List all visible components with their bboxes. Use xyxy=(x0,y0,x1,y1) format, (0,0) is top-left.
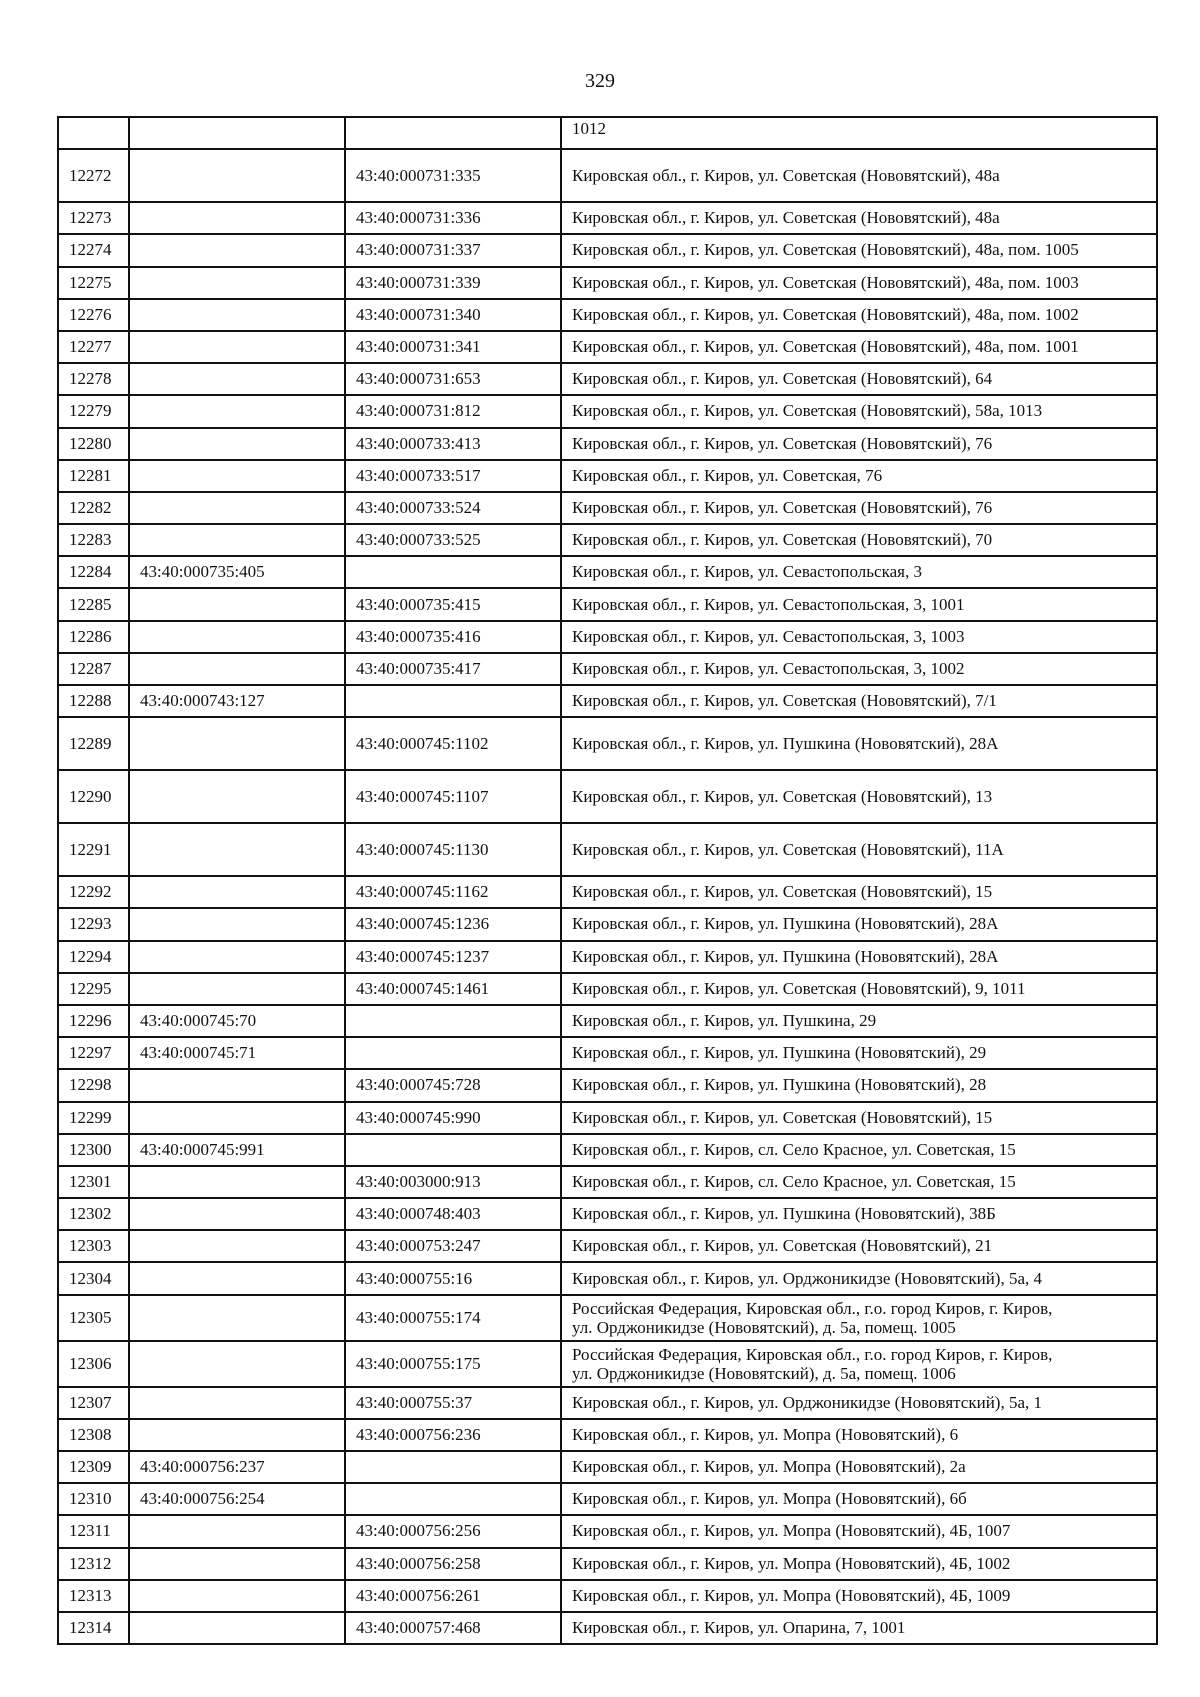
address-cell: Кировская обл., г. Киров, ул. Орджоникидзе (Нововятский), 5а, 1 xyxy=(561,1387,1157,1419)
cadastral-land-cell xyxy=(129,1580,345,1612)
address-cell: Кировская обл., г. Киров, ул. Советская (Нововятский), 48а, пом. 1005 xyxy=(561,234,1157,266)
table-row xyxy=(58,653,1157,685)
table-row xyxy=(58,876,1157,908)
table-row xyxy=(58,1295,1157,1341)
cadastral-land-cell xyxy=(129,1387,345,1419)
cadastral-land-cell xyxy=(129,1419,345,1451)
cadastral-land-cell: 43:40:000745:70 xyxy=(129,1005,345,1037)
address-cell: Кировская обл., г. Киров, ул. Советская (Нововятский), 64 xyxy=(561,363,1157,395)
cadastral-land-cell xyxy=(129,202,345,234)
cadastral-land-cell xyxy=(129,234,345,266)
row-number-cell: 12280 xyxy=(58,428,129,460)
table-row xyxy=(58,1069,1157,1101)
table-row xyxy=(58,202,1157,234)
row-number-cell: 12306 xyxy=(58,1341,129,1387)
address-cell: Кировская обл., г. Киров, ул. Советская (Нововятский), 48а, пом. 1002 xyxy=(561,299,1157,331)
cadastral-land-cell xyxy=(129,973,345,1005)
row-number-cell: 12286 xyxy=(58,621,129,653)
table-row xyxy=(58,823,1157,876)
address-cell: Кировская обл., г. Киров, ул. Севастопольская, 3 xyxy=(561,556,1157,588)
address-cell: Кировская обл., г. Киров, ул. Советская (Нововятский), 48а, пом. 1003 xyxy=(561,267,1157,299)
table-row xyxy=(58,1198,1157,1230)
address-cell: Кировская обл., г. Киров, ул. Советская (Нововятский), 9, 1011 xyxy=(561,973,1157,1005)
table-row xyxy=(58,460,1157,492)
cadastral-land-cell xyxy=(129,941,345,973)
cadastral-object-cell: 43:40:000733:524 xyxy=(345,492,561,524)
cadastral-land-cell xyxy=(129,908,345,940)
row-number-cell: 12303 xyxy=(58,1230,129,1262)
table-row xyxy=(58,1515,1157,1547)
table-row xyxy=(58,331,1157,363)
cadastral-land-cell xyxy=(129,653,345,685)
row-number-cell: 12296 xyxy=(58,1005,129,1037)
cadastral-land-cell xyxy=(129,1515,345,1547)
address-cell: Кировская обл., г. Киров, ул. Пушкина (Нововятский), 28 xyxy=(561,1069,1157,1101)
cadastral-land-cell: 43:40:000756:237 xyxy=(129,1451,345,1483)
cadastral-object-cell: 43:40:000756:236 xyxy=(345,1419,561,1451)
cadastral-object-cell: 43:40:000756:258 xyxy=(345,1548,561,1580)
table-row xyxy=(58,1451,1157,1483)
cadastral-object-cell: 43:40:000745:1130 xyxy=(345,823,561,876)
row-number-cell: 12276 xyxy=(58,299,129,331)
row-number-cell: 12285 xyxy=(58,588,129,620)
cadastral-object-cell: 43:40:000755:175 xyxy=(345,1341,561,1387)
table-row xyxy=(58,299,1157,331)
cadastral-land-cell xyxy=(129,331,345,363)
cadastral-land-cell xyxy=(129,770,345,823)
cadastral-object-cell: 43:40:000733:517 xyxy=(345,460,561,492)
table-row xyxy=(58,1262,1157,1294)
table-row xyxy=(58,1387,1157,1419)
cadastral-object-cell: 43:40:000731:653 xyxy=(345,363,561,395)
cadastral-land-cell xyxy=(129,876,345,908)
cadastral-object-cell xyxy=(345,1451,561,1483)
row-number-cell: 12301 xyxy=(58,1166,129,1198)
address-cell: Кировская обл., г. Киров, ул. Пушкина, 29 xyxy=(561,1005,1157,1037)
row-number-cell: 12300 xyxy=(58,1134,129,1166)
address-cell: Кировская обл., г. Киров, ул. Советская (Нововятский), 48а xyxy=(561,149,1157,202)
cadastral-object-cell: 43:40:000745:1461 xyxy=(345,973,561,1005)
cadastral-object-cell: 43:40:000733:413 xyxy=(345,428,561,460)
table-row xyxy=(58,1483,1157,1515)
row-number-cell: 12297 xyxy=(58,1037,129,1069)
address-cell: Кировская обл., г. Киров, ул. Орджоникидзе (Нововятский), 5а, 4 xyxy=(561,1262,1157,1294)
cadastral-object-cell: 43:40:000756:256 xyxy=(345,1515,561,1547)
row-number-cell: 12275 xyxy=(58,267,129,299)
register-table xyxy=(57,116,1158,1645)
address-cell: Кировская обл., г. Киров, ул. Советская (Нововятский), 21 xyxy=(561,1230,1157,1262)
row-number-cell: 12302 xyxy=(58,1198,129,1230)
cadastral-object-cell xyxy=(345,1134,561,1166)
table-row xyxy=(58,941,1157,973)
cadastral-land-cell xyxy=(129,299,345,331)
cadastral-land-cell: 43:40:000745:71 xyxy=(129,1037,345,1069)
address-cell: Российская Федерация, Кировская обл., г.о. город Киров, г. Киров, ул. Орджоникидзе (Нововятский), д. 5а, помещ. 1006 xyxy=(561,1341,1157,1387)
row-number-cell: 12314 xyxy=(58,1612,129,1644)
table-row xyxy=(58,1102,1157,1134)
address-cell: Кировская обл., г. Киров, сл. Село Красное, ул. Советская, 15 xyxy=(561,1134,1157,1166)
table-row xyxy=(58,1037,1157,1069)
address-cell: 1012 xyxy=(561,117,1157,149)
address-cell: Российская Федерация, Кировская обл., г.о. город Киров, г. Киров, ул. Орджоникидзе (Нововятский), д. 5а, помещ. 1005 xyxy=(561,1295,1157,1341)
address-cell: Кировская обл., г. Киров, ул. Советская (Нововятский), 15 xyxy=(561,1102,1157,1134)
cadastral-object-cell: 43:40:000731:335 xyxy=(345,149,561,202)
cadastral-object-cell xyxy=(345,556,561,588)
table-row xyxy=(58,363,1157,395)
row-number-cell: 12272 xyxy=(58,149,129,202)
cadastral-land-cell xyxy=(129,524,345,556)
table-row xyxy=(58,1548,1157,1580)
row-number-cell: 12304 xyxy=(58,1262,129,1294)
cadastral-land-cell xyxy=(129,1166,345,1198)
row-number-cell: 12273 xyxy=(58,202,129,234)
address-cell: Кировская обл., г. Киров, ул. Севастопольская, 3, 1001 xyxy=(561,588,1157,620)
row-number-cell: 12278 xyxy=(58,363,129,395)
address-cell: Кировская обл., г. Киров, ул. Советская (Нововятский), 15 xyxy=(561,876,1157,908)
table-row xyxy=(58,1166,1157,1198)
table-row xyxy=(58,1580,1157,1612)
address-cell: Кировская обл., г. Киров, ул. Пушкина (Нововятский), 38Б xyxy=(561,1198,1157,1230)
table-row xyxy=(58,1612,1157,1644)
row-number-cell: 12284 xyxy=(58,556,129,588)
cadastral-land-cell xyxy=(129,1548,345,1580)
cadastral-object-cell xyxy=(345,117,561,149)
cadastral-object-cell: 43:40:000755:174 xyxy=(345,1295,561,1341)
cadastral-land-cell xyxy=(129,1262,345,1294)
cadastral-land-cell xyxy=(129,395,345,427)
address-cell: Кировская обл., г. Киров, ул. Мопра (Нововятский), 4Б, 1009 xyxy=(561,1580,1157,1612)
cadastral-object-cell: 43:40:000731:340 xyxy=(345,299,561,331)
cadastral-object-cell: 43:40:000745:1236 xyxy=(345,908,561,940)
row-number-cell: 12279 xyxy=(58,395,129,427)
address-cell: Кировская обл., г. Киров, ул. Севастопольская, 3, 1002 xyxy=(561,653,1157,685)
address-cell: Кировская обл., г. Киров, ул. Советская (Нововятский), 48а, пом. 1001 xyxy=(561,331,1157,363)
cadastral-object-cell: 43:40:000748:403 xyxy=(345,1198,561,1230)
cadastral-land-cell: 43:40:000735:405 xyxy=(129,556,345,588)
table-row xyxy=(58,395,1157,427)
table-row xyxy=(58,717,1157,770)
address-cell: Кировская обл., г. Киров, ул. Пушкина (Нововятский), 28А xyxy=(561,941,1157,973)
cadastral-object-cell: 43:40:000745:1107 xyxy=(345,770,561,823)
table-row xyxy=(58,267,1157,299)
cadastral-object-cell: 43:40:000731:336 xyxy=(345,202,561,234)
address-cell: Кировская обл., г. Киров, сл. Село Красное, ул. Советская, 15 xyxy=(561,1166,1157,1198)
cadastral-object-cell: 43:40:003000:913 xyxy=(345,1166,561,1198)
address-cell: Кировская обл., г. Киров, ул. Пушкина (Нововятский), 28А xyxy=(561,717,1157,770)
table-row xyxy=(58,621,1157,653)
address-cell: Кировская обл., г. Киров, ул. Советская (Нововятский), 13 xyxy=(561,770,1157,823)
row-number-cell: 12309 xyxy=(58,1451,129,1483)
address-cell: Кировская обл., г. Киров, ул. Опарина, 7, 1001 xyxy=(561,1612,1157,1644)
cadastral-object-cell: 43:40:000755:37 xyxy=(345,1387,561,1419)
row-number-cell: 12295 xyxy=(58,973,129,1005)
table-row xyxy=(58,1230,1157,1262)
table-row xyxy=(58,428,1157,460)
row-number-cell: 12310 xyxy=(58,1483,129,1515)
cadastral-land-cell xyxy=(129,1069,345,1101)
address-cell: Кировская обл., г. Киров, ул. Советская (Нововятский), 48а xyxy=(561,202,1157,234)
row-number-cell: 12299 xyxy=(58,1102,129,1134)
cadastral-land-cell xyxy=(129,588,345,620)
row-number-cell: 12291 xyxy=(58,823,129,876)
row-number-cell: 12290 xyxy=(58,770,129,823)
table-row xyxy=(58,973,1157,1005)
table-row xyxy=(58,588,1157,620)
address-cell: Кировская обл., г. Киров, ул. Мопра (Нововятский), 2а xyxy=(561,1451,1157,1483)
table-row xyxy=(58,1419,1157,1451)
cadastral-object-cell: 43:40:000755:16 xyxy=(345,1262,561,1294)
cadastral-object-cell: 43:40:000745:728 xyxy=(345,1069,561,1101)
cadastral-object-cell: 43:40:000733:525 xyxy=(345,524,561,556)
cadastral-object-cell: 43:40:000745:990 xyxy=(345,1102,561,1134)
row-number-cell: 12308 xyxy=(58,1419,129,1451)
address-cell: Кировская обл., г. Киров, ул. Советская (Нововятский), 76 xyxy=(561,492,1157,524)
address-cell: Кировская обл., г. Киров, ул. Мопра (Нововятский), 4Б, 1007 xyxy=(561,1515,1157,1547)
cadastral-object-cell: 43:40:000745:1162 xyxy=(345,876,561,908)
cadastral-land-cell xyxy=(129,267,345,299)
cadastral-object-cell: 43:40:000753:247 xyxy=(345,1230,561,1262)
address-cell: Кировская обл., г. Киров, ул. Мопра (Нововятский), 6 xyxy=(561,1419,1157,1451)
table-row xyxy=(58,524,1157,556)
row-number-cell: 12313 xyxy=(58,1580,129,1612)
row-number-cell: 12287 xyxy=(58,653,129,685)
cadastral-object-cell: 43:40:000731:339 xyxy=(345,267,561,299)
cadastral-object-cell: 43:40:000757:468 xyxy=(345,1612,561,1644)
cadastral-object-cell: 43:40:000745:1237 xyxy=(345,941,561,973)
page-number: 329 xyxy=(585,70,615,92)
cadastral-land-cell xyxy=(129,621,345,653)
table-row xyxy=(58,685,1157,717)
cadastral-land-cell xyxy=(129,1230,345,1262)
address-cell: Кировская обл., г. Киров, ул. Советская (Нововятский), 7/1 xyxy=(561,685,1157,717)
address-cell: Кировская обл., г. Киров, ул. Пушкина (Нововятский), 29 xyxy=(561,1037,1157,1069)
row-number-cell: 12294 xyxy=(58,941,129,973)
cadastral-land-cell xyxy=(129,1295,345,1341)
cadastral-object-cell: 43:40:000731:341 xyxy=(345,331,561,363)
address-cell: Кировская обл., г. Киров, ул. Мопра (Нововятский), 6б xyxy=(561,1483,1157,1515)
cadastral-object-cell: 43:40:000735:415 xyxy=(345,588,561,620)
cadastral-land-cell: 43:40:000756:254 xyxy=(129,1483,345,1515)
row-number-cell: 12288 xyxy=(58,685,129,717)
address-cell: Кировская обл., г. Киров, ул. Мопра (Нововятский), 4Б, 1002 xyxy=(561,1548,1157,1580)
table-row xyxy=(58,1005,1157,1037)
cadastral-object-cell: 43:40:000745:1102 xyxy=(345,717,561,770)
address-cell: Кировская обл., г. Киров, ул. Советская (Нововятский), 76 xyxy=(561,428,1157,460)
cadastral-land-cell: 43:40:000745:991 xyxy=(129,1134,345,1166)
address-cell: Кировская обл., г. Киров, ул. Советская, 76 xyxy=(561,460,1157,492)
row-number-cell: 12298 xyxy=(58,1069,129,1101)
table-row xyxy=(58,556,1157,588)
row-number-cell: 12305 xyxy=(58,1295,129,1341)
row-number-cell: 12274 xyxy=(58,234,129,266)
row-number-cell: 12307 xyxy=(58,1387,129,1419)
row-number-cell xyxy=(58,117,129,149)
row-number-cell: 12312 xyxy=(58,1548,129,1580)
cadastral-object-cell: 43:40:000731:337 xyxy=(345,234,561,266)
cadastral-land-cell xyxy=(129,717,345,770)
row-number-cell: 12311 xyxy=(58,1515,129,1547)
address-cell: Кировская обл., г. Киров, ул. Пушкина (Нововятский), 28А xyxy=(561,908,1157,940)
table-row xyxy=(58,908,1157,940)
cadastral-land-cell xyxy=(129,460,345,492)
row-number-cell: 12293 xyxy=(58,908,129,940)
cadastral-object-cell xyxy=(345,1037,561,1069)
table-row xyxy=(58,770,1157,823)
cadastral-object-cell xyxy=(345,1005,561,1037)
cadastral-land-cell xyxy=(129,1198,345,1230)
cadastral-object-cell: 43:40:000735:416 xyxy=(345,621,561,653)
table-row xyxy=(58,234,1157,266)
address-cell: Кировская обл., г. Киров, ул. Советская (Нововятский), 11А xyxy=(561,823,1157,876)
cadastral-land-cell xyxy=(129,823,345,876)
cadastral-land-cell xyxy=(129,428,345,460)
row-number-cell: 12281 xyxy=(58,460,129,492)
cadastral-object-cell xyxy=(345,1483,561,1515)
row-number-cell: 12277 xyxy=(58,331,129,363)
table-row xyxy=(58,492,1157,524)
address-cell: Кировская обл., г. Киров, ул. Советская (Нововятский), 70 xyxy=(561,524,1157,556)
cadastral-land-cell xyxy=(129,1612,345,1644)
cadastral-object-cell: 43:40:000731:812 xyxy=(345,395,561,427)
row-number-cell: 12283 xyxy=(58,524,129,556)
cadastral-land-cell xyxy=(129,1102,345,1134)
cadastral-land-cell xyxy=(129,149,345,202)
cadastral-object-cell xyxy=(345,685,561,717)
table-row xyxy=(58,1134,1157,1166)
cadastral-land-cell xyxy=(129,363,345,395)
row-number-cell: 12282 xyxy=(58,492,129,524)
table-row xyxy=(58,117,1157,149)
row-number-cell: 12289 xyxy=(58,717,129,770)
table-row xyxy=(58,149,1157,202)
cadastral-land-cell xyxy=(129,1341,345,1387)
cadastral-land-cell xyxy=(129,492,345,524)
table-row xyxy=(58,1341,1157,1387)
cadastral-land-cell: 43:40:000743:127 xyxy=(129,685,345,717)
address-cell: Кировская обл., г. Киров, ул. Советская (Нововятский), 58а, 1013 xyxy=(561,395,1157,427)
cadastral-land-cell xyxy=(129,117,345,149)
row-number-cell: 12292 xyxy=(58,876,129,908)
cadastral-object-cell: 43:40:000735:417 xyxy=(345,653,561,685)
address-cell: Кировская обл., г. Киров, ул. Севастопольская, 3, 1003 xyxy=(561,621,1157,653)
cadastral-object-cell: 43:40:000756:261 xyxy=(345,1580,561,1612)
